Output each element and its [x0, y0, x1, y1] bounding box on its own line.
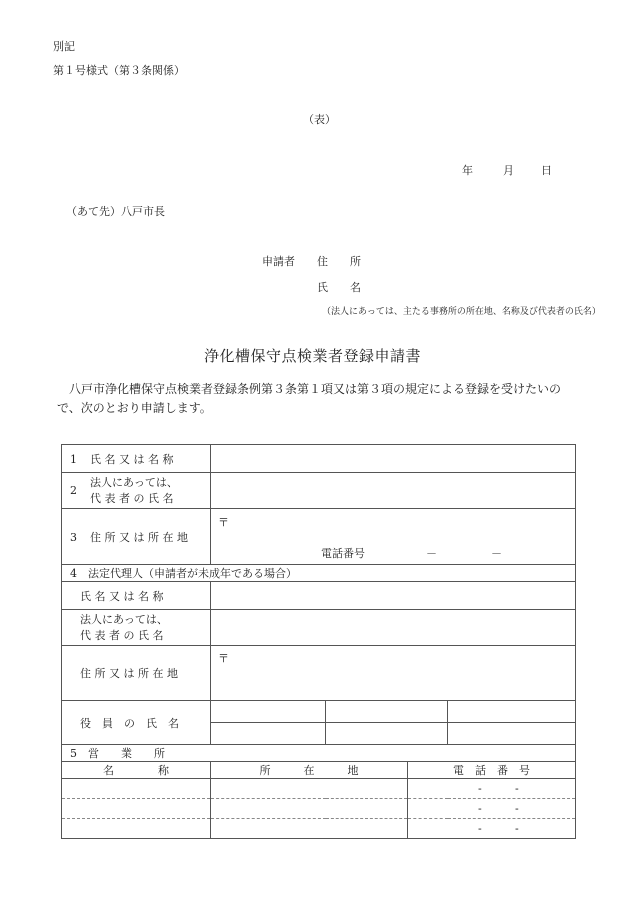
officer-field-3[interactable] [448, 701, 576, 723]
row-legal-rep-representative [62, 610, 576, 646]
legal-rep-representative-field[interactable] [211, 610, 576, 646]
legal-rep-postal-mark: 〒 [218, 652, 229, 665]
office-location-2[interactable] [211, 799, 408, 819]
row-address-label: 3 住 所 又 は 所 在 地 [62, 509, 211, 565]
office-row-1 [62, 779, 576, 799]
row-name-label: 1 氏 名 又 は 名 称 [62, 445, 211, 473]
officer-field-2[interactable] [326, 701, 448, 723]
phone-label: 電話番号 [321, 547, 365, 560]
row-legal-rep-address [62, 646, 576, 701]
officer-field-5[interactable] [326, 723, 448, 745]
officer-field-1[interactable] [211, 701, 326, 723]
date-month: 月 [503, 164, 514, 177]
row-address-field[interactable] [211, 509, 576, 565]
legal-rep-representative-label: 法人にあっては、 代 表 者 の 氏 名 [62, 610, 211, 646]
office-row-2 [62, 799, 576, 819]
row-name [62, 445, 576, 473]
postal-mark: 〒 [218, 516, 229, 529]
applicant-label: 申請者 [262, 255, 295, 268]
offices-col-name: 名 称 [62, 762, 211, 779]
offices-col-location: 所 在 地 [211, 762, 408, 779]
row-address [62, 509, 576, 565]
applicant-address-label: 住 所 [317, 255, 361, 268]
row-officers-1 [62, 701, 576, 723]
date-year: 年 [462, 164, 473, 177]
addressee: （あて先）八戸市長 [66, 205, 165, 218]
date-day: 日 [541, 164, 552, 177]
offices-col-phone: 電 話 番 号 [408, 762, 576, 779]
row-representative-label: 2 法人にあっては、 代 表 者 の 氏 名 [62, 473, 211, 509]
officers-label: 役 員 の 氏 名 [62, 701, 211, 745]
intro-paragraph: 八戸市浄化槽保守点検業者登録条例第３条第１項又は第３項の規定による登録を受けたいので、次のとおり申請します。 [57, 382, 562, 415]
office-phone-2[interactable]: - - [408, 799, 576, 819]
row-name-field[interactable] [211, 445, 576, 473]
legal-rep-address-field[interactable] [211, 646, 576, 701]
office-location-3[interactable] [211, 819, 408, 839]
phone-sep-2: － [491, 547, 502, 560]
application-form-table [61, 444, 576, 839]
office-location-1[interactable] [211, 779, 408, 799]
phone-sep-1: － [426, 547, 437, 560]
office-name-3[interactable] [62, 819, 211, 839]
legal-rep-name-field[interactable] [211, 582, 576, 610]
form-number: 第１号様式（第３条関係） [53, 64, 185, 77]
officer-field-6[interactable] [448, 723, 576, 745]
row-representative [62, 473, 576, 509]
row-representative-field[interactable] [211, 473, 576, 509]
offices-header: 5 営 業 所 [62, 745, 576, 762]
appendix-label: 別記 [53, 40, 75, 53]
legal-rep-address-label: 住 所 又 は 所 在 地 [62, 646, 211, 701]
officer-field-4[interactable] [211, 723, 326, 745]
office-name-1[interactable] [62, 779, 211, 799]
legal-rep-name-label: 氏 名 又 は 名 称 [62, 582, 211, 610]
row-legal-rep-header [62, 565, 576, 582]
row-offices-header [62, 745, 576, 762]
office-row-3 [62, 819, 576, 839]
office-phone-3[interactable]: - - [408, 819, 576, 839]
document-title: 浄化槽保守点検業者登録申請書 [204, 347, 422, 365]
legal-rep-header: 4 法定代理人（申請者が未成年である場合） [62, 565, 576, 582]
applicant-name-label: 氏 名 [317, 281, 361, 294]
office-name-2[interactable] [62, 799, 211, 819]
row-legal-rep-name [62, 582, 576, 610]
side-label: （表） [303, 113, 336, 126]
row-offices-columns [62, 762, 576, 779]
applicant-note: （法人にあっては、主たる事務所の所在地、名称及び代表者の氏名） [322, 307, 601, 317]
office-phone-1[interactable]: - - [408, 779, 576, 799]
